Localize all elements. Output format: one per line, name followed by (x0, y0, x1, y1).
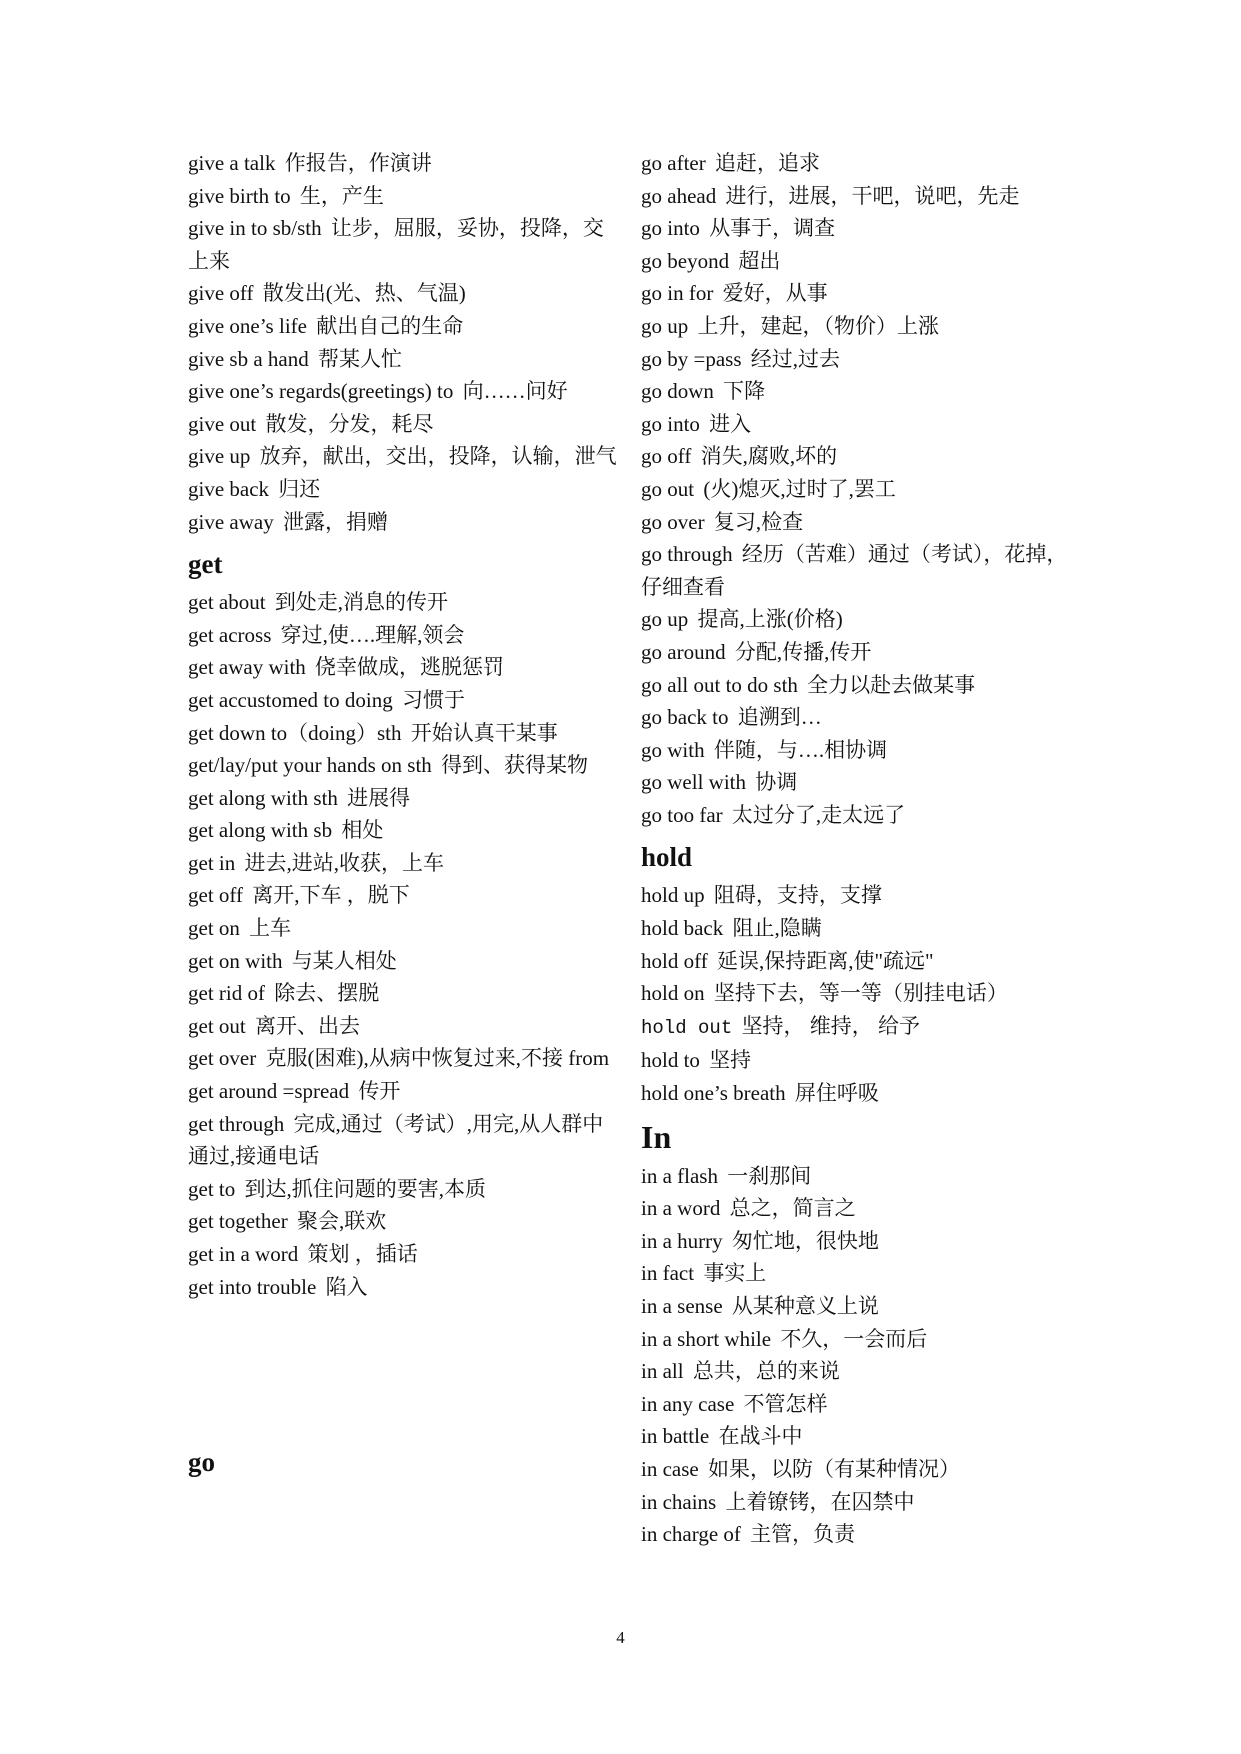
list-item (641, 1077, 1071, 1110)
phrase-chinese: 生，产生 (299, 183, 384, 208)
phrase-english: go in for (641, 281, 714, 306)
phrase-chinese: 全力以赴去做某事 (807, 672, 976, 697)
list-item (188, 180, 618, 213)
phrase-chinese: 坚持 (709, 1048, 752, 1073)
list-item (188, 440, 618, 473)
phrase-english: go out (641, 476, 695, 501)
phrase-chinese: 进去,进站,收获，上车 (244, 850, 444, 875)
phrase-chinese: 侥幸做成，逃脱惩罚 (315, 655, 505, 680)
phrase-english: go into (641, 216, 700, 241)
phrase-chinese: 不久，一会而后 (780, 1326, 928, 1351)
phrase-english: go back to (641, 705, 729, 730)
phrase-english: get over (188, 1046, 257, 1071)
list-item (188, 782, 618, 815)
phrase-chinese: 从事于，调查 (709, 216, 836, 241)
phrase-chinese: 进行，进展，干吧，说吧，先走 (725, 183, 1020, 208)
section-heading-go: go (188, 1447, 215, 1478)
phrase-english: go up (641, 607, 689, 632)
phrase-chinese: 主管，负责 (750, 1522, 856, 1547)
phrase-english: give in to sb/sth (188, 216, 322, 241)
phrase-chinese: 经过,过去 (750, 346, 841, 371)
phrase-chinese: 太过分了,走太远了 (731, 802, 906, 827)
list-item (641, 506, 1071, 539)
list-item (188, 506, 618, 539)
phrase-english: give a talk (188, 151, 276, 175)
list-item (188, 1238, 618, 1271)
go-entry-list (641, 147, 1071, 831)
phrase-english: hold back (641, 916, 724, 941)
phrase-english: get out (188, 1013, 246, 1038)
phrase-english: in all (641, 1359, 684, 1384)
section-heading-hold: hold (641, 842, 693, 873)
list-item (641, 912, 1071, 945)
phrase-chinese: 除去、摆脱 (274, 981, 380, 1006)
phrase-chinese: 阻碍，支持，支撑 (713, 883, 882, 908)
phrase-english: go all out to do sth (641, 672, 798, 697)
phrase-english: get in a word (188, 1242, 299, 1266)
list-item (641, 1044, 1071, 1077)
phrase-chinese: 复习,检查 (713, 509, 804, 534)
list-item (188, 847, 618, 880)
phrase-chinese: 一刹那间 (727, 1163, 812, 1188)
list-item (641, 147, 1071, 180)
phrase-english: get through (188, 1111, 285, 1136)
phrase-english: go with (641, 737, 705, 762)
phrase-chinese: 到达,抓住问题的要害,本质 (244, 1176, 486, 1201)
phrase-english: hold up (641, 883, 705, 908)
list-item (188, 473, 618, 506)
phrase-english: get away with (188, 655, 306, 680)
list-item (188, 1042, 618, 1075)
phrase-english: go off (641, 444, 692, 469)
list-item (641, 1355, 1071, 1388)
phrase-english: in a sense (641, 1294, 723, 1318)
list-item (188, 212, 618, 277)
list-item (641, 1486, 1071, 1519)
phrase-english: get on (188, 916, 240, 941)
phrase-english: go down (641, 379, 714, 404)
phrase-english: hold off (641, 948, 708, 973)
list-item (641, 1453, 1071, 1486)
list-item (641, 1290, 1071, 1323)
list-item (641, 1388, 1071, 1421)
phrase-chinese: 上车 (249, 916, 292, 941)
phrase-chinese: 相处 (341, 818, 384, 843)
list-item (641, 440, 1071, 473)
list-item (188, 717, 618, 750)
hold-entry-list (641, 879, 1071, 1109)
phrase-chinese: 分配,传播,传开 (734, 639, 872, 664)
phrase-chinese: 离开、出去 (255, 1013, 360, 1038)
list-item (641, 636, 1071, 669)
phrase-english: in a short while (641, 1326, 772, 1351)
phrase-chinese: 匆忙地，很快地 (731, 1228, 879, 1253)
phrase-chinese: 不管怎样 (743, 1391, 828, 1416)
list-item (641, 538, 1071, 603)
phrase-english: get to (188, 1176, 236, 1201)
phrase-english: in fact (641, 1261, 695, 1286)
phrase-english: go up (641, 313, 689, 338)
list-item (188, 684, 618, 717)
list-item (641, 1160, 1071, 1193)
phrase-english: go through (641, 542, 733, 567)
phrase-chinese: (火)熄灭,过时了,罢工 (703, 476, 896, 501)
get-entry-list (188, 586, 618, 1303)
left-column (188, 147, 618, 1484)
phrase-english: get into trouble (188, 1274, 317, 1299)
phrase-english: in chains (641, 1489, 717, 1514)
phrase-chinese: 散发，分发，耗尽 (265, 411, 434, 436)
phrase-chinese: 如果，以防（有某种情况） (707, 1456, 960, 1481)
give-entry-list (188, 147, 618, 538)
phrase-english: get on with (188, 948, 283, 973)
list-item (641, 473, 1071, 506)
phrase-english: give sb a hand (188, 346, 309, 371)
list-item (188, 343, 618, 376)
phrase-chinese: 完成,通过（考试）,用完,从人群中通过,接通电话 (188, 1111, 604, 1169)
list-item (641, 701, 1071, 734)
phrase-chinese: 消失,腐败,坏的 (700, 444, 838, 469)
phrase-chinese: 总共，总的来说 (692, 1359, 840, 1384)
list-item (641, 1420, 1071, 1453)
phrase-english: give back (188, 476, 270, 501)
phrase-chinese: 进入 (709, 411, 752, 436)
list-item (641, 1257, 1071, 1290)
section-heading-in: In (641, 1118, 672, 1155)
list-item (641, 408, 1071, 441)
phrase-chinese: 爱好，从事 (722, 281, 828, 306)
phrase-chinese: 坚持下去，等一等（别挂电话） (713, 981, 1008, 1006)
phrase-english: go too far (641, 802, 723, 827)
phrase-chinese: 追赶，追求 (714, 151, 820, 175)
list-item (188, 651, 618, 684)
phrase-chinese: 泄露，捐赠 (282, 509, 388, 534)
list-item (188, 814, 618, 847)
phrase-english: get along with sth (188, 785, 338, 810)
list-item (188, 1271, 618, 1304)
list-item (641, 977, 1071, 1010)
phrase-chinese: 进展得 (347, 785, 411, 810)
phrase-english: in a hurry (641, 1228, 723, 1253)
phrase-chinese: 阻止,隐瞒 (732, 916, 822, 941)
section-heading-get: get (188, 549, 223, 580)
phrase-chinese: 开始认真干某事 (410, 720, 558, 745)
phrase-english: in a flash (641, 1163, 718, 1188)
phrase-chinese: 克服(困难),从病中恢复过来,不接 from (265, 1046, 610, 1071)
phrase-english: give up (188, 444, 251, 469)
phrase-chinese: 事实上 (703, 1261, 767, 1286)
phrase-chinese: 屏住呼吸 (794, 1081, 879, 1106)
list-item (641, 734, 1071, 767)
list-item (188, 1010, 618, 1043)
phrase-english: give one’s life (188, 313, 307, 338)
list-item (641, 375, 1071, 408)
list-item (188, 375, 618, 408)
phrase-english: get/lay/put your hands on sth (188, 753, 432, 778)
phrase-english: go beyond (641, 248, 730, 273)
phrase-chinese: 帮某人忙 (317, 346, 402, 371)
phrase-chinese: 追溯到… (737, 705, 822, 730)
list-item (188, 749, 618, 782)
phrase-chinese: 散发出(光、热、气温) (262, 281, 466, 306)
phrase-english: give out (188, 411, 257, 436)
phrase-english: go over (641, 509, 705, 534)
list-item (188, 945, 618, 978)
phrase-english: get accustomed to doing (188, 687, 393, 712)
list-item (641, 277, 1071, 310)
phrase-english: give away (188, 509, 274, 534)
phrase-english: get rid of (188, 981, 265, 1006)
phrase-chinese: 到处走,消息的传开 (274, 590, 449, 615)
phrase-chinese: 总之，简言之 (729, 1196, 856, 1221)
phrase-chinese: 放弃，献出，交出，投降，认输，泄气 (259, 444, 617, 469)
phrase-chinese: 协调 (755, 770, 798, 795)
phrase-english: give birth to (188, 183, 291, 208)
phrase-chinese: 与某人相处 (291, 948, 397, 973)
list-item (641, 945, 1071, 978)
phrase-chinese: 穿过,使….理解,领会 (280, 622, 465, 647)
right-column (641, 147, 1071, 1551)
list-item (641, 343, 1071, 376)
list-item (641, 180, 1071, 213)
phrase-english: get down to（doing）sth (188, 720, 402, 745)
phrase-english: hold one’s breath (641, 1081, 786, 1106)
phrase-chinese: 伴随，与….相协调 (713, 737, 888, 762)
list-item (641, 1010, 1071, 1045)
phrase-chinese: 坚持， 维持， 给予 (741, 1013, 920, 1038)
phrase-chinese: 经历（苦难）通过（考试），花掉，仔细查看 (641, 542, 1068, 599)
phrase-english: go into (641, 411, 700, 436)
list-item (188, 1173, 618, 1206)
list-item (641, 603, 1071, 636)
phrase-english: in case (641, 1456, 699, 1481)
phrase-english: get around =spread (188, 1079, 350, 1104)
phrase-english: go well with (641, 770, 746, 795)
phrase-english: get in (188, 850, 236, 875)
list-item (641, 1225, 1071, 1258)
list-item (641, 245, 1071, 278)
phrase-english: go after (641, 151, 706, 175)
list-item (188, 586, 618, 619)
phrase-chinese: 得到、获得某物 (441, 753, 589, 778)
list-item (188, 1075, 618, 1108)
list-item (188, 147, 618, 180)
phrase-chinese: 归还 (278, 476, 321, 501)
phrase-chinese: 离开,下车 ，脱下 (252, 883, 410, 908)
phrase-chinese: 从某种意义上说 (731, 1294, 879, 1318)
in-entry-list (641, 1160, 1071, 1551)
list-item (641, 1323, 1071, 1356)
list-item (188, 310, 618, 343)
phrase-english: in a word (641, 1196, 721, 1221)
phrase-english: get about (188, 590, 266, 615)
page-number: 4 (616, 1628, 625, 1647)
phrase-english: go ahead (641, 183, 717, 208)
list-item (641, 879, 1071, 912)
phrase-chinese: 超出 (738, 248, 781, 273)
phrase-chinese: 让步，屈服，妥协，投降，交上来 (188, 216, 604, 273)
phrase-chinese: 策划 ，插话 (307, 1242, 418, 1266)
phrase-english: get across (188, 622, 272, 647)
phrase-chinese: 下降 (723, 379, 766, 404)
phrase-chinese: 献出自己的生命 (316, 313, 464, 338)
phrase-chinese: 在战斗中 (718, 1424, 803, 1449)
phrase-chinese: 作报告，作演讲 (284, 151, 432, 175)
phrase-english: go by =pass (641, 346, 742, 371)
phrase-english: get off (188, 883, 244, 908)
phrase-english: in any case (641, 1391, 735, 1416)
phrase-chinese: 聚会,联欢 (296, 1209, 387, 1234)
list-item (641, 799, 1071, 832)
phrase-english: give off (188, 281, 254, 306)
list-item (641, 1192, 1071, 1225)
phrase-chinese: 向……问好 (462, 379, 568, 404)
phrase-chinese: 习惯于 (401, 687, 465, 712)
phrase-english: give one’s regards(greetings) to (188, 379, 454, 404)
list-item (188, 912, 618, 945)
list-item (641, 212, 1071, 245)
phrase-english: go around (641, 639, 726, 664)
phrase-chinese: 延误,保持距离,使"疏远" (716, 948, 934, 973)
phrase-english: hold on (641, 981, 705, 1006)
phrase-english: hold to (641, 1048, 700, 1073)
list-item (641, 310, 1071, 343)
list-item (188, 1108, 618, 1173)
phrase-chinese: 陷入 (325, 1274, 368, 1299)
phrase-english: in charge of (641, 1522, 741, 1547)
list-item (188, 277, 618, 310)
list-item (188, 977, 618, 1010)
phrase-chinese: 上升，建起，（物价）上涨 (697, 313, 939, 338)
phrase-chinese: 传开 (358, 1079, 401, 1104)
phrase-english: in battle (641, 1424, 710, 1449)
phrase-english: get together (188, 1209, 288, 1234)
blank-gap (188, 1303, 618, 1436)
list-item (188, 1205, 618, 1238)
list-item (188, 879, 618, 912)
phrase-chinese: 提高,上涨(价格) (697, 607, 843, 632)
list-item (641, 669, 1071, 702)
list-item (641, 1518, 1071, 1551)
list-item (188, 408, 618, 441)
phrase-english: get along with sb (188, 818, 333, 843)
list-item (188, 619, 618, 652)
phrase-english: hold out (641, 1016, 733, 1039)
list-item (641, 766, 1071, 799)
phrase-chinese: 上着镣铐，在囚禁中 (725, 1489, 915, 1514)
